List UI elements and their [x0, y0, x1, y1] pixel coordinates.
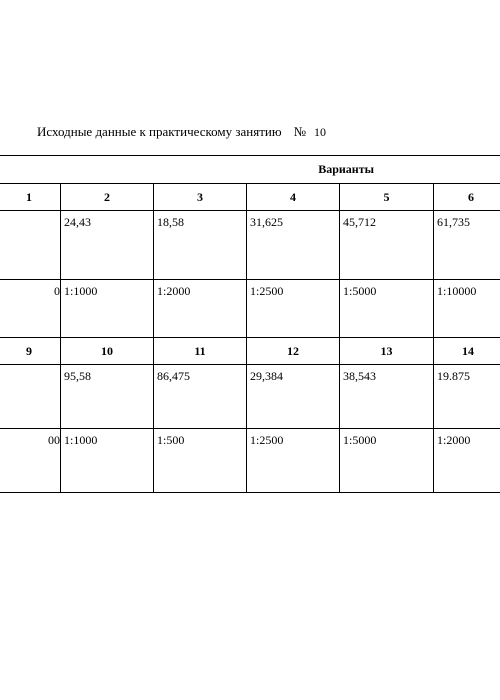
table-cell: 1:1000 — [61, 429, 154, 493]
scale-row — [0, 429, 500, 493]
variants-table-wrapper — [0, 155, 500, 471]
variants-table — [0, 155, 500, 493]
variant-header: 3 — [154, 184, 247, 211]
table-caption-row — [0, 156, 500, 184]
table-cell: 38,543 — [340, 365, 434, 429]
variant-header: 13 — [340, 338, 434, 365]
table-cell: 31,625 — [247, 211, 340, 280]
table-cell: 00 — [0, 429, 61, 493]
variant-header: 4 — [247, 184, 340, 211]
table-cell: 95,58 — [61, 365, 154, 429]
table-caption: Варианты — [0, 156, 500, 184]
table-cell — [0, 365, 61, 429]
table-cell: 61,735 — [434, 211, 500, 280]
value-row — [0, 365, 500, 429]
variant-header: 14 — [434, 338, 500, 365]
table-cell: 1:1000 — [61, 280, 154, 338]
table-cell: 1:2500 — [247, 429, 340, 493]
table-cell: 1:5000 — [340, 429, 434, 493]
table-cell: 1:10000 — [434, 280, 500, 338]
table-cell: 1:5000 — [340, 280, 434, 338]
table-cell: 24,43 — [61, 211, 154, 280]
table-cell: 1:2000 — [154, 280, 247, 338]
variant-header: 11 — [154, 338, 247, 365]
exercise-number: 10 — [313, 125, 326, 139]
value-row — [0, 211, 500, 280]
variant-header: 5 — [340, 184, 434, 211]
variant-header: 12 — [247, 338, 340, 365]
table-cell: 0 — [0, 280, 61, 338]
table-cell: 19.875 — [434, 365, 500, 429]
heading-text: Исходные данные к практическому занятию — [37, 124, 282, 139]
table-cell: 45,712 — [340, 211, 434, 280]
table-cell: 18,58 — [154, 211, 247, 280]
variant-header: 10 — [61, 338, 154, 365]
page-heading — [37, 124, 326, 140]
table-cell — [0, 211, 61, 280]
table-cell: 29,384 — [247, 365, 340, 429]
variant-header: 9 — [0, 338, 61, 365]
variant-header: 6 — [434, 184, 500, 211]
variant-header: 1 — [0, 184, 61, 211]
table-cell: 1:2000 — [434, 429, 500, 493]
table-cell: 86,475 — [154, 365, 247, 429]
variant-header-row — [0, 338, 500, 365]
variant-header-row — [0, 184, 500, 211]
table-cell: 1:500 — [154, 429, 247, 493]
scale-row — [0, 280, 500, 338]
variant-header: 2 — [61, 184, 154, 211]
table-cell: 1:2500 — [247, 280, 340, 338]
number-sign: № — [293, 124, 306, 139]
